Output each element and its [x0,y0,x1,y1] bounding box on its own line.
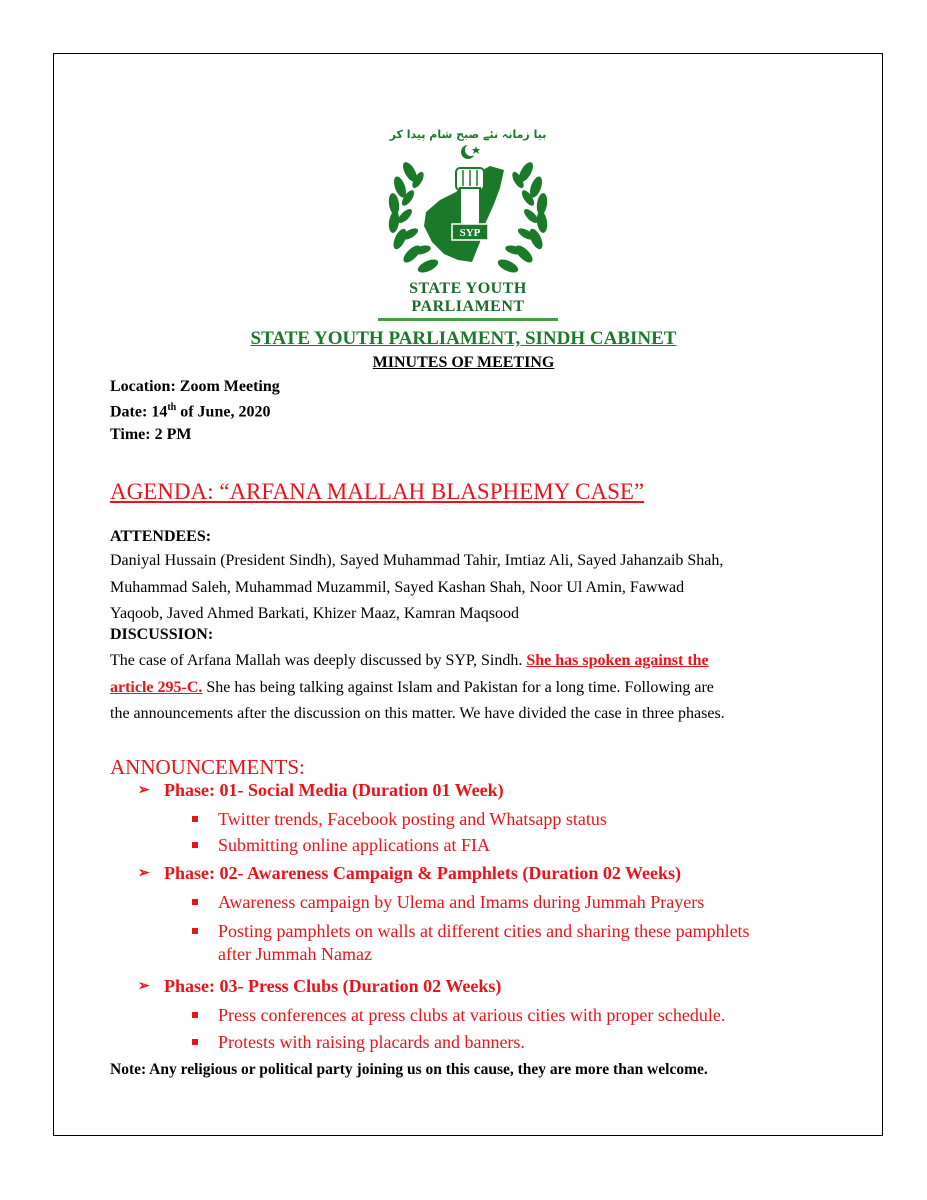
phase-1-item: Twitter trends, Facebook posting and Whatsapp status [192,808,832,831]
phase-2-item: Awareness campaign by Ulema and Imams during Jummah Prayers [192,891,832,914]
arrow-bullet-icon: ➢ [138,783,150,798]
square-bullet-icon [192,816,198,822]
square-bullet-icon [192,842,198,848]
phase-3-item: Protests with raising placards and banners. [192,1031,832,1054]
phase-1-title: ➢ Phase: 01- Social Media (Duration 01 Week) [138,780,504,800]
phase-2-title: ➢ Phase: 02- Awareness Campaign & Pamphlets (Duration 02 Weeks) [138,863,681,883]
square-bullet-icon [192,899,198,905]
phase-3-title: ➢ Phase: 03- Press Clubs (Duration 02 Weeks) [138,976,502,996]
square-bullet-icon [192,928,198,934]
discussion-line-1: The case of Arfana Mallah was deeply discussed by SYP, Sindh. She has spoken against the [110,652,709,669]
arrow-bullet-icon: ➢ [138,979,150,994]
arrow-bullet-icon: ➢ [138,866,150,881]
meeting-time: Time: 2 PM [110,426,192,443]
logo-name-line1: STATE YOUTH [409,280,527,297]
square-bullet-icon [192,1039,198,1045]
logo-underline [378,318,558,321]
meeting-date: Date: 14th of June, 2020 [110,402,271,421]
phase-3-item: Press conferences at press clubs at various cities with proper schedule. [192,1004,832,1027]
closing-note: Note: Any religious or political party joining us on this cause, they are more than welcome. [110,1061,708,1078]
phase-2-item: Posting pamphlets on walls at different cities and sharing these pamphlets after Jummah Namaz [192,920,752,966]
discussion-heading: DISCUSSION: [110,626,214,643]
meeting-location: Location: Zoom Meeting [110,378,280,395]
attendees-heading: ATTENDEES: [110,528,212,545]
logo-emblem [368,142,568,282]
phase-1-item: Submitting online applications at FIA [192,834,832,857]
discussion-line-3: the announcements after the discussion on this matter. We have divided the case in three phases. [110,705,725,722]
attendees-line-1: Daniyal Hussain (President Sindh), Sayed Muhammad Tahir, Imtiaz Ali, Sayed Jahanzaib Shah, [110,552,724,569]
agenda-heading: AGENDA: “ARFANA MALLAH BLASPHEMY CASE” [110,479,645,504]
logo-motto: بیا زمانہ نئے صبح شام پیدا کر [389,128,547,141]
square-bullet-icon [192,1012,198,1018]
logo-badge: SYP [459,227,481,239]
announcements-heading: ANNOUNCEMENTS: [110,755,305,779]
document-title: STATE YOUTH PARLIAMENT, SINDH CABINET [250,328,677,349]
syp-logo [368,128,568,324]
attendees-line-2: Muhammad Saleh, Muhammad Muzammil, Sayed Kashan Shah, Noor Ul Amin, Fawwad [110,579,685,596]
discussion-line-2: article 295-C. She has being talking against Islam and Pakistan for a long time. Following are [110,679,714,696]
logo-name-line2: PARLIAMENT [411,298,525,315]
attendees-line-3: Yaqoob, Javed Ahmed Barkati, Khizer Maaz, Kamran Maqsood [110,605,519,622]
document-subtitle: MINUTES OF MEETING [372,354,555,371]
